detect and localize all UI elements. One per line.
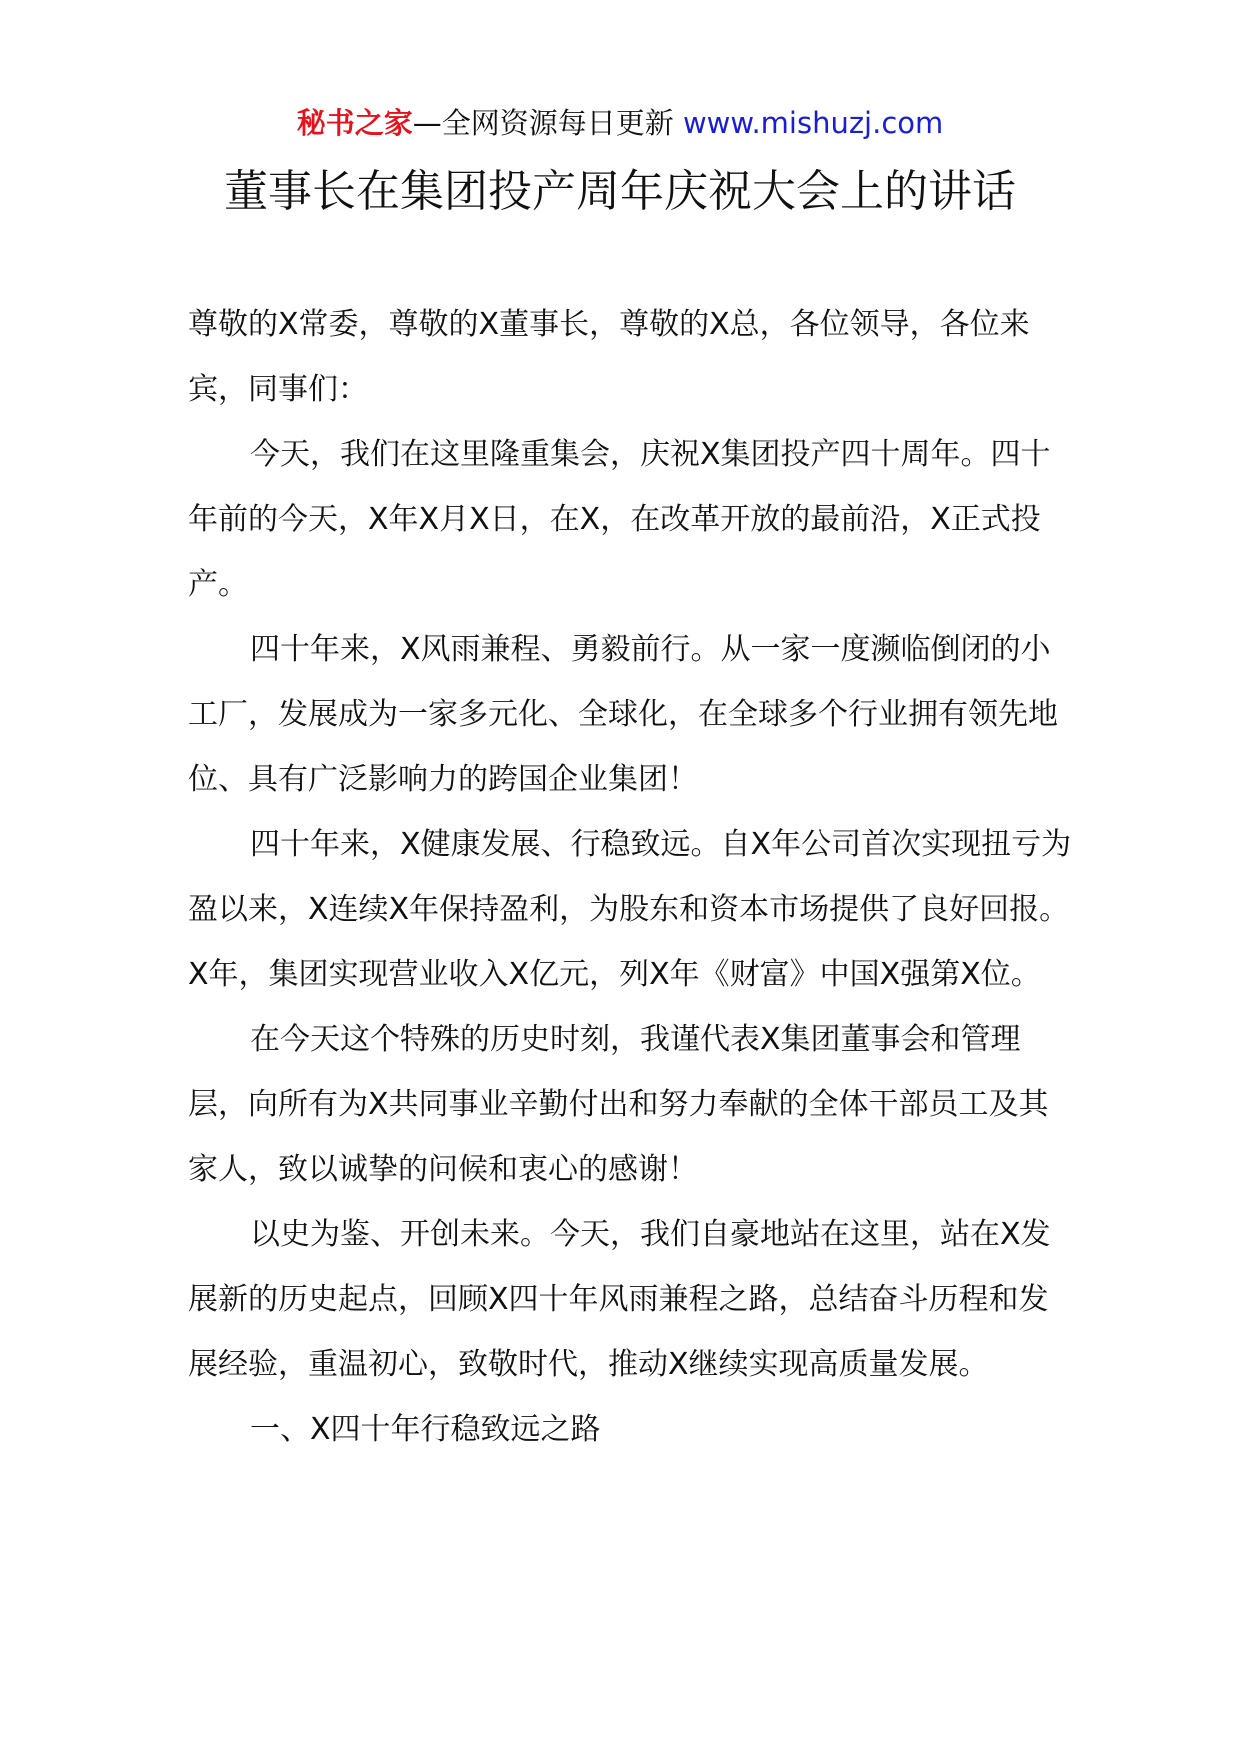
salutation: 尊敬的X常委，尊敬的X董事长，尊敬的X总，各位领导，各位来宾，同事们： <box>188 307 1030 407</box>
section-heading: 一、X四十年行稳致远之路 <box>250 1412 601 1447</box>
paragraph: 今天，我们在这里隆重集会，庆祝X集团投产四十周年。四十年前的今天，X年X月X日，在X，在改革开放的最前沿，X正式投产。 <box>188 437 1051 602</box>
paragraph: 四十年来，X风雨兼程、勇毅前行。从一家一度濒临倒闭的小工厂，发展成为一家多元化、全球化，在全球多个行业拥有领先地位、具有广泛影响力的跨国企业集团！ <box>188 632 1058 797</box>
site-header <box>0 103 1240 143</box>
document-body <box>188 292 1078 1462</box>
site-tagline: —全网资源每日更新 <box>412 106 683 140</box>
paragraph: 在今天这个特殊的历史时刻，我谨代表X集团董事会和管理层，向所有为X共同事业辛勤付出和努力奉献的全体干部员工及其家人，致以诚挚的问候和衷心的感谢！ <box>188 1022 1049 1187</box>
site-name: 秘书之家 <box>296 106 413 140</box>
site-url-link[interactable]: www.mishuzj.com <box>682 106 944 140</box>
paragraph: 以史为鉴、开创未来。今天，我们自豪地站在这里，站在X发展新的历史起点，回顾X四十年风雨兼程之路，总结奋斗历程和发展经验，重温初心，致敬时代，推动X继续实现高质量发展。 <box>188 1217 1051 1382</box>
paragraph: 四十年来，X健康发展、行稳致远。自X年公司首次实现扭亏为盈以来，X连续X年保持盈利，为股东和资本市场提供了良好回报。X年，集团实现营业收入X亿元，列X年《财富》中国X强第X位。 <box>188 827 1072 992</box>
document-title: 董事长在集团投产周年庆祝大会上的讲话 <box>224 166 1016 217</box>
